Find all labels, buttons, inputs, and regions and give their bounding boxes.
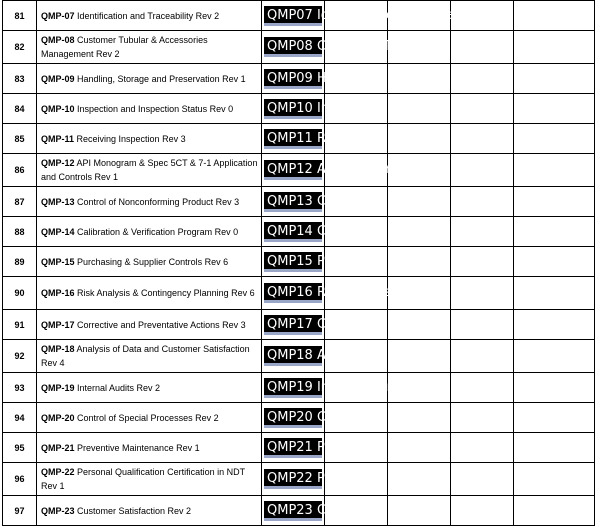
document-link-button[interactable]: QMP09 Handling xyxy=(264,69,322,89)
document-title: Identification and Traceability Rev 2 xyxy=(74,10,220,21)
table-row xyxy=(3,373,595,403)
row-number: 86 xyxy=(3,154,37,187)
document-code: QMP-22 xyxy=(41,467,75,477)
empty-cell xyxy=(451,247,514,277)
row-number: 82 xyxy=(3,31,37,64)
document-link-cell xyxy=(262,433,386,463)
document-link-cell xyxy=(262,94,385,124)
empty-cell xyxy=(388,403,451,433)
empty-cell xyxy=(514,277,595,310)
document-link-cell xyxy=(262,247,389,277)
table-row xyxy=(3,340,595,373)
empty-cell xyxy=(451,124,514,154)
row-number: 83 xyxy=(3,64,37,94)
document-title: Risk Analysis & Contingency Planning Rev 6 xyxy=(74,288,255,298)
empty-cell xyxy=(514,496,595,526)
row-number: 89 xyxy=(3,247,37,277)
document-code: QMP-09 xyxy=(41,73,75,84)
document-code: QMP-20 xyxy=(41,412,75,423)
empty-cell xyxy=(451,64,514,94)
empty-cell xyxy=(388,94,451,124)
empty-cell xyxy=(451,31,514,64)
empty-cell xyxy=(514,463,595,496)
document-link-cell xyxy=(262,340,371,373)
document-title: Corrective and Preventative Actions Rev 3 xyxy=(74,319,246,330)
document-link-button[interactable]: QMP14 Calibration xyxy=(264,222,322,242)
document-code: QMP-23 xyxy=(41,505,75,516)
document-link-button[interactable]: QMP15 Purchasing xyxy=(264,252,322,272)
row-number: 87 xyxy=(3,187,37,217)
document-title: Customer Tubular & Accessories Management Rev 2 xyxy=(41,35,208,59)
document-link-button[interactable]: QMP07 Identification and Traceability xyxy=(264,6,322,26)
table-row xyxy=(3,124,595,154)
document-code: QMP-07 xyxy=(41,10,75,21)
document-title-cell xyxy=(37,94,262,124)
document-link-button[interactable]: QMP20 Control xyxy=(264,408,322,428)
document-code: QMP-08 xyxy=(41,35,75,45)
table-row xyxy=(3,433,595,463)
empty-cell xyxy=(388,187,451,217)
document-title-cell xyxy=(37,433,262,463)
table-row xyxy=(3,310,595,340)
document-title: Customer Satisfaction Rev 2 xyxy=(74,505,192,516)
empty-cell xyxy=(451,277,514,310)
document-link-button[interactable]: QMP18 Analysis xyxy=(264,346,322,366)
empty-cell xyxy=(388,463,451,496)
table-body xyxy=(3,1,595,526)
empty-cell xyxy=(451,310,514,340)
document-link-button[interactable]: QMP21 Preventive xyxy=(264,438,322,458)
empty-cell xyxy=(388,217,451,247)
document-link-cell xyxy=(262,496,381,526)
document-title-cell xyxy=(37,217,262,247)
document-link-cell xyxy=(262,403,364,433)
document-link-cell xyxy=(262,154,412,187)
empty-cell xyxy=(388,340,451,373)
document-link-cell xyxy=(262,64,375,94)
document-title-cell xyxy=(37,310,262,340)
document-link-button[interactable]: QMP08 Customer Tubular xyxy=(264,37,322,57)
empty-cell xyxy=(514,64,595,94)
row-number: 88 xyxy=(3,217,37,247)
empty-cell xyxy=(451,94,514,124)
table-row xyxy=(3,64,595,94)
empty-cell xyxy=(388,124,451,154)
document-code: QMP-11 xyxy=(41,133,75,144)
document-link-cell xyxy=(262,187,364,217)
empty-cell xyxy=(451,154,514,187)
empty-cell xyxy=(388,310,451,340)
document-link-button[interactable]: QMP22 Personal xyxy=(264,469,322,489)
document-title: Calibration & Verification Program Rev 0 xyxy=(74,226,239,237)
empty-cell xyxy=(514,340,595,373)
document-link-cell xyxy=(262,310,384,340)
table-row xyxy=(3,94,595,124)
document-title: Personal Qualification Certification in NDT Rev 1 xyxy=(41,467,245,491)
document-title-cell xyxy=(37,373,262,403)
empty-cell xyxy=(388,433,451,463)
table-row xyxy=(3,1,595,31)
row-number: 92 xyxy=(3,340,37,373)
document-title-cell xyxy=(37,403,262,433)
table-row xyxy=(3,187,595,217)
row-number: 90 xyxy=(3,277,37,310)
document-link-cell xyxy=(262,124,380,154)
document-title: Receiving Inspection Rev 3 xyxy=(74,133,186,144)
document-title: API Monogram & Spec 5CT & 7-1 Application and Controls Rev 1 xyxy=(41,158,258,182)
document-title-cell xyxy=(37,64,262,94)
document-code: QMP-17 xyxy=(41,319,75,330)
document-link-button[interactable]: QMP13 Control xyxy=(264,192,322,212)
empty-cell xyxy=(451,496,514,526)
row-number: 96 xyxy=(3,463,37,496)
row-number: 97 xyxy=(3,496,37,526)
empty-cell xyxy=(451,433,514,463)
empty-cell xyxy=(451,373,514,403)
document-title-cell xyxy=(37,463,262,496)
empty-cell xyxy=(388,496,451,526)
table-row xyxy=(3,277,595,310)
table-row xyxy=(3,403,595,433)
empty-cell xyxy=(514,310,595,340)
document-link-button[interactable]: QMP19 Internal Audits xyxy=(264,378,322,398)
document-code: QMP-18 xyxy=(41,344,75,354)
document-link-cell xyxy=(262,217,388,247)
document-link-cell xyxy=(262,1,510,31)
empty-cell xyxy=(514,217,595,247)
document-link-button[interactable]: QMP17 Corrective xyxy=(264,315,322,335)
document-code: QMP-16 xyxy=(41,288,75,298)
document-link-cell xyxy=(262,277,402,310)
document-link-button[interactable]: QMP16 Risk Analysis xyxy=(264,283,322,303)
empty-cell xyxy=(388,247,451,277)
document-code: QMP-14 xyxy=(41,226,75,237)
table-row xyxy=(3,247,595,277)
empty-cell xyxy=(451,187,514,217)
document-title-cell xyxy=(37,496,262,526)
document-link-cell xyxy=(262,373,413,403)
row-number: 91 xyxy=(3,310,37,340)
empty-cell xyxy=(451,463,514,496)
empty-cell xyxy=(514,403,595,433)
document-code: QMP-19 xyxy=(41,382,75,393)
empty-cell xyxy=(451,403,514,433)
document-title-cell xyxy=(37,124,262,154)
row-number: 85 xyxy=(3,124,37,154)
document-title: Analysis of Data and Customer Satisfaction Rev 4 xyxy=(41,344,250,368)
document-title: Control of Special Processes Rev 2 xyxy=(74,412,219,423)
row-number: 84 xyxy=(3,94,37,124)
empty-cell xyxy=(514,187,595,217)
document-title-cell xyxy=(37,277,262,310)
empty-cell xyxy=(514,247,595,277)
table-row xyxy=(3,496,595,526)
document-code: QMP-12 xyxy=(41,158,75,168)
empty-cell xyxy=(514,94,595,124)
document-title-cell xyxy=(37,1,262,31)
empty-cell xyxy=(514,31,595,64)
table-row xyxy=(3,31,595,64)
empty-cell xyxy=(514,154,595,187)
empty-cell xyxy=(451,217,514,247)
document-link-cell xyxy=(262,31,432,64)
document-link-button[interactable]: QMP12 API Monogram xyxy=(264,160,322,180)
empty-cell xyxy=(514,373,595,403)
empty-cell xyxy=(514,124,595,154)
document-title-cell xyxy=(37,247,262,277)
document-title: Inspection and Inspection Status Rev 0 xyxy=(74,103,234,114)
row-number: 93 xyxy=(3,373,37,403)
document-title-cell xyxy=(37,31,262,64)
document-title: Internal Audits Rev 2 xyxy=(74,382,161,393)
document-table xyxy=(2,0,595,526)
document-code: QMP-15 xyxy=(41,256,75,267)
document-title-cell xyxy=(37,154,262,187)
document-link-cell xyxy=(262,463,373,496)
document-title: Handling, Storage and Preservation Rev 1 xyxy=(74,73,246,84)
row-number: 81 xyxy=(3,1,37,31)
document-link-button[interactable]: QMP23 Customer xyxy=(264,501,322,521)
document-code: QMP-13 xyxy=(41,196,75,207)
table-row xyxy=(3,154,595,187)
document-title: Preventive Maintenance Rev 1 xyxy=(74,442,200,453)
row-number: 95 xyxy=(3,433,37,463)
empty-cell xyxy=(514,433,595,463)
row-number: 94 xyxy=(3,403,37,433)
document-title: Purchasing & Supplier Controls Rev 6 xyxy=(74,256,229,267)
empty-cell xyxy=(451,340,514,373)
document-code: QMP-10 xyxy=(41,103,75,114)
empty-cell xyxy=(388,64,451,94)
document-link-button[interactable]: QMP11 Receiving xyxy=(264,129,322,149)
table-row xyxy=(3,217,595,247)
document-title: Control of Nonconforming Product Rev 3 xyxy=(74,196,240,207)
document-link-button[interactable]: QMP10 Inspection xyxy=(264,99,322,119)
document-code: QMP-21 xyxy=(41,442,75,453)
table-row xyxy=(3,463,595,496)
document-title-cell xyxy=(37,340,262,373)
document-title-cell xyxy=(37,187,262,217)
empty-cell xyxy=(514,1,595,31)
